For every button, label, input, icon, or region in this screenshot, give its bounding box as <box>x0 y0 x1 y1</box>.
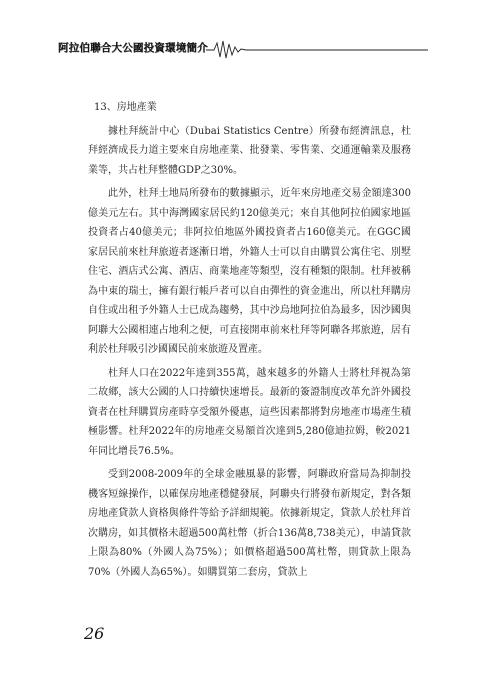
page-number: 26 <box>84 624 105 643</box>
paragraph: 據杜拜統計中心（Dubai Statistics Centre）所發布經濟訊息，杜拜經濟成長力道主要來自房地產業、批發業、零售業、交通運輸業及服務業等，共占杜拜整體GDP之30%。 <box>88 125 411 176</box>
header-wave-line <box>206 38 428 60</box>
running-header <box>58 38 428 60</box>
paragraph: 杜拜人口在2022年達到355萬，越來越多的外籍人士將杜拜視為第二故鄉，該大公國的人口持續快速增長。最新的簽證制度改革允許外國投資者在杜拜購買房產時享受額外優惠，這些因素都將對房地產市場產生積極影響。杜拜2022年的房地產交易額首次達到5,280億迪拉姆，較2021年同比增長76.5%。 <box>88 367 411 457</box>
paragraph: 此外，杜拜土地局所發布的數據顯示，近年來房地產交易金額達300億美元左右。其中海灣國家居民約120億美元；來自其他阿拉伯國家地區投資者占40億美元；非阿拉伯地區外國投資者占160億美元。在GGC國家居民前來杜拜旅遊者逐漸日增，外籍人士可以自由購買公寓住宅、別墅住宅、酒店式公寓、酒店、商業地產等類型，沒有種類的限制。杜拜被稱為中東的瑞士，擁有銀行帳戶者可以自由彈性的資金進出，所以杜拜購房自住或出租予外籍人士已成為趨勢，其中沙烏地阿拉伯為最多，因沙國與阿聯大公國相連占地利之便，可直接開車前來杜拜等阿聯各邦旅遊，居有利於杜拜吸引沙國國民前來旅遊及置產。 <box>88 188 411 355</box>
header-title: 阿拉伯聯合大公國投資環境簡介 <box>58 42 208 54</box>
main-content <box>88 98 411 582</box>
paragraph: 受到2008-2009年的全球金融風暴的影響，阿聯政府當局為抑制投機客短線操作，以確保房地產穩健發展，阿聯央行將發布新規定，對各類房地產貸款人資格與條件等給予詳細規範。依據新規定，貸款人於杜拜首次購房，如其價格未超過500萬杜幣（折合136萬8,738美元），申請貸款上限為80%（外國人為75%）；如價格超過500萬杜幣，則貸款上限為70%（外國人為65%）。如購買第二套房，貸款上 <box>88 469 411 578</box>
section-heading: 13、房地產業 <box>94 102 157 113</box>
